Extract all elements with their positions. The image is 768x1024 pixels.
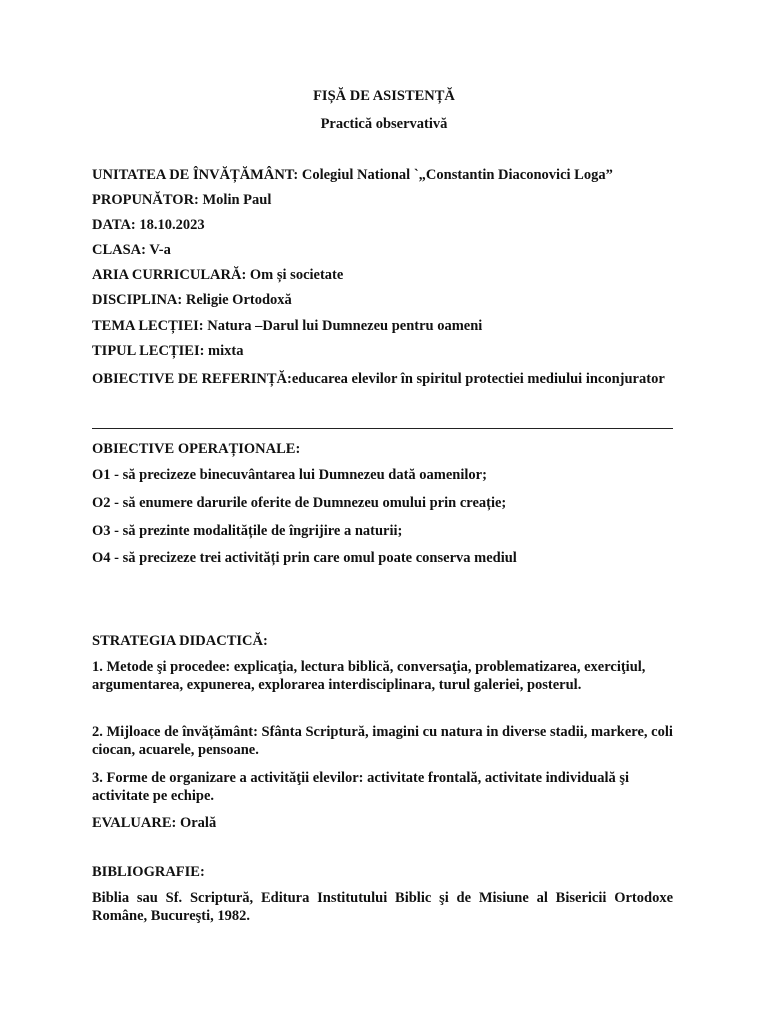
field-disciplina: DISCIPLINA: Religie Ortodoxă bbox=[92, 292, 292, 308]
field-tema-lectiei: TEMA LECȚIEI: Natura –Darul lui Dumnezeu pentru oameni bbox=[92, 318, 483, 334]
strategia-item: 1. Metode şi procedee: explicaţia, lectura biblică, conversaţia, problematizarea, exerciţiul, argumentarea, expunerea, explorarea interdisciplinara, turul galeriei, posterul. bbox=[92, 659, 646, 693]
objective-item: O4 - să precizeze trei activități prin care omul poate conserva mediul bbox=[92, 550, 517, 566]
document-title: FIȘĂ DE ASISTENȚĂ bbox=[313, 88, 455, 104]
field-data: DATA: 18.10.2023 bbox=[92, 217, 205, 233]
strategia-item: 3. Forme de organizare a activităţii elevilor: activitate frontală, activitate individuală şi activitate pe echipe. bbox=[92, 770, 630, 804]
objective-item: O2 - să enumere darurile oferite de Dumnezeu omului prin creație; bbox=[92, 495, 507, 511]
horizontal-divider bbox=[92, 428, 673, 429]
section-heading-strategia: STRATEGIA DIDACTICĂ: bbox=[92, 633, 268, 649]
field-evaluare: EVALUARE: Orală bbox=[92, 815, 217, 831]
field-propunator: PROPUNĂTOR: Molin Paul bbox=[92, 192, 272, 208]
strategia-item: 2. Mijloace de învățământ: Sfânta Scriptură, imagini cu natura in diverse stadii, markere, coli ciocan, acuarele, pensoane. bbox=[92, 724, 673, 758]
field-obiective-referinta: OBIECTIVE DE REFERINȚĂ:educarea elevilor în spiritul protectiei mediului inconjurator bbox=[92, 371, 665, 387]
objective-item: O1 - să precizeze binecuvântarea lui Dumnezeu dată oamenilor; bbox=[92, 467, 487, 483]
section-heading-bibliografie: BIBLIOGRAFIE: bbox=[92, 864, 205, 880]
field-unitate: UNITATEA DE ÎNVĂȚĂMÂNT: Colegiul National `„Constantin Diaconovici Loga” bbox=[92, 167, 613, 183]
field-aria-curriculara: ARIA CURRICULARĂ: Om și societate bbox=[92, 267, 344, 283]
section-heading-obiective-operationale: OBIECTIVE OPERAȚIONALE: bbox=[92, 441, 301, 457]
document-subtitle: Practică observativă bbox=[320, 116, 448, 132]
field-tipul-lectiei: TIPUL LECȚIEI: mixta bbox=[92, 343, 244, 359]
field-clasa: CLASA: V-a bbox=[92, 242, 171, 258]
bibliography-entry: Biblia sau Sf. Scriptură, Editura Institutului Biblic şi de Misiune al Bisericii Ortodoxe Române, Bucureşti, 1982. bbox=[92, 890, 673, 924]
objective-item: O3 - să prezinte modalitățile de îngrijire a naturii; bbox=[92, 523, 403, 539]
